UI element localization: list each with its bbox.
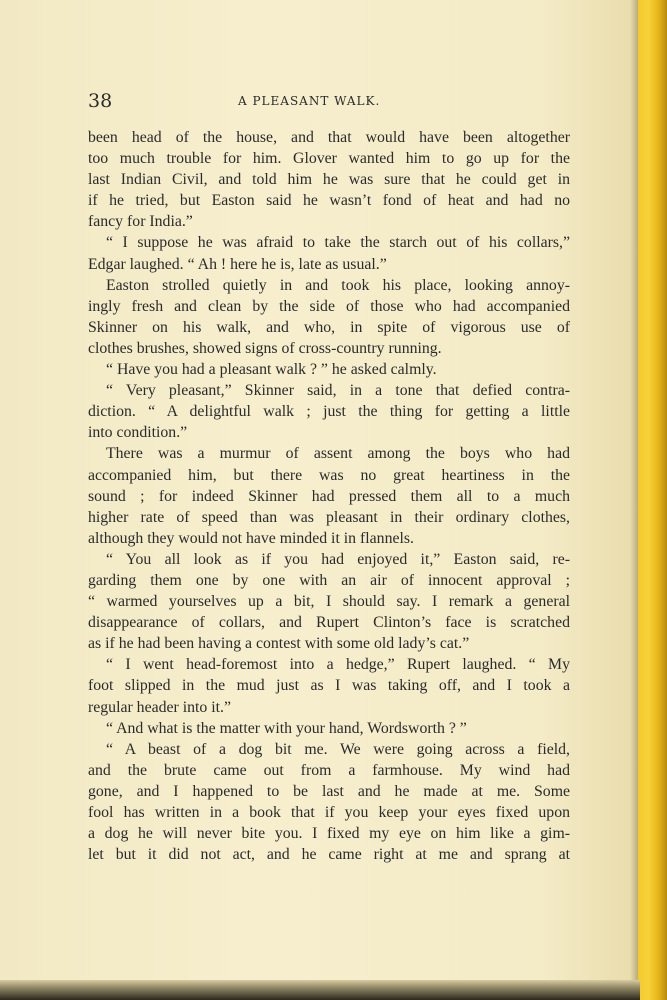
text-line: “ Very pleasant,” Skinner said, in a tone that defied contra- [106, 382, 570, 400]
text-line: Edgar laughed. “ Ah ! here he is, late as usual.” [88, 255, 387, 273]
text-line: disappearance of collars, and Rupert Clinton’s face is scratched [88, 614, 570, 632]
text-line: last Indian Civil, and told him he was sure that he could get in [88, 171, 570, 189]
body-text [88, 127, 570, 865]
text-line: Skinner on his walk, and who, in spite of vigorous use of [88, 318, 570, 336]
text-line: fool has written in a book that if you keep your eyes fixed upon [88, 804, 570, 821]
text-line: let but it did not act, and he came right at me and sprang at [88, 846, 570, 864]
text-line: “ You all look as if you had enjoyed it,” Easton said, re- [106, 550, 570, 568]
book-binding-edge [638, 0, 667, 1000]
text-line: “ I went head-foremost into a hedge,” Rupert laughed. “ My [106, 656, 570, 674]
page-number: 38 [88, 90, 113, 112]
text-line: “ Have you had a pleasant walk ? ” he asked calmly. [106, 361, 437, 379]
text-line: diction. “ A delightful walk ; just the thing for getting a little [88, 403, 570, 421]
text-line: There was a murmur of assent among the boys who had [106, 445, 570, 463]
text-line: higher rate of speed than was pleasant in their ordinary clothes, [88, 508, 570, 526]
running-head: A PLEASANT WALK. [238, 94, 381, 108]
text-line: although they would not have minded it in flannels. [88, 529, 414, 547]
text-line: too much trouble for him. Glover wanted him to go up for the [88, 150, 570, 168]
text-line: “ And what is the matter with your hand, Wordsworth ? ” [106, 719, 467, 737]
text-line: “ A beast of a dog bit me. We were going across a field, [106, 740, 570, 758]
text-line: as if he had been having a contest with some old lady’s cat.” [88, 635, 470, 653]
text-line: accompanied him, but there was no great heartiness in the [88, 466, 570, 484]
text-line: regular header into it.” [88, 698, 231, 716]
text-line: “ warmed yourselves up a bit, I should say. I remark a general [88, 593, 570, 611]
text-line: if he tried, but Easton said he wasn’t fond of heat and had no [88, 192, 570, 210]
text-line: fancy for India.” [88, 213, 193, 231]
text-line: clothes brushes, showed signs of cross-country running. [88, 339, 442, 357]
text-line: sound ; for indeed Skinner had pressed them all to a much [88, 487, 570, 505]
text-line: been head of the house, and that would have been altogether [88, 129, 570, 146]
text-line: and the brute came out from a farmhouse. My wind had [88, 761, 570, 779]
text-line: into condition.” [88, 424, 188, 442]
text-line: “ I suppose he was afraid to take the starch out of his collars,” [106, 234, 570, 252]
page-header [88, 90, 570, 114]
text-line: gone, and I happened to be last and he made at me. Some [88, 782, 570, 800]
page-bottom-edge [0, 980, 640, 1000]
text-line: garding them one by one with an air of innocent approval ; [88, 571, 570, 589]
text-line: ingly fresh and clean by the side of those who had accompanied [88, 297, 570, 315]
text-line: Easton strolled quietly in and took his place, looking annoy- [106, 276, 570, 294]
text-line: foot slipped in the mud just as I was taking off, and I took a [88, 677, 570, 695]
text-line: a dog he will never bite you. I fixed my eye on him like a gim- [88, 825, 570, 843]
